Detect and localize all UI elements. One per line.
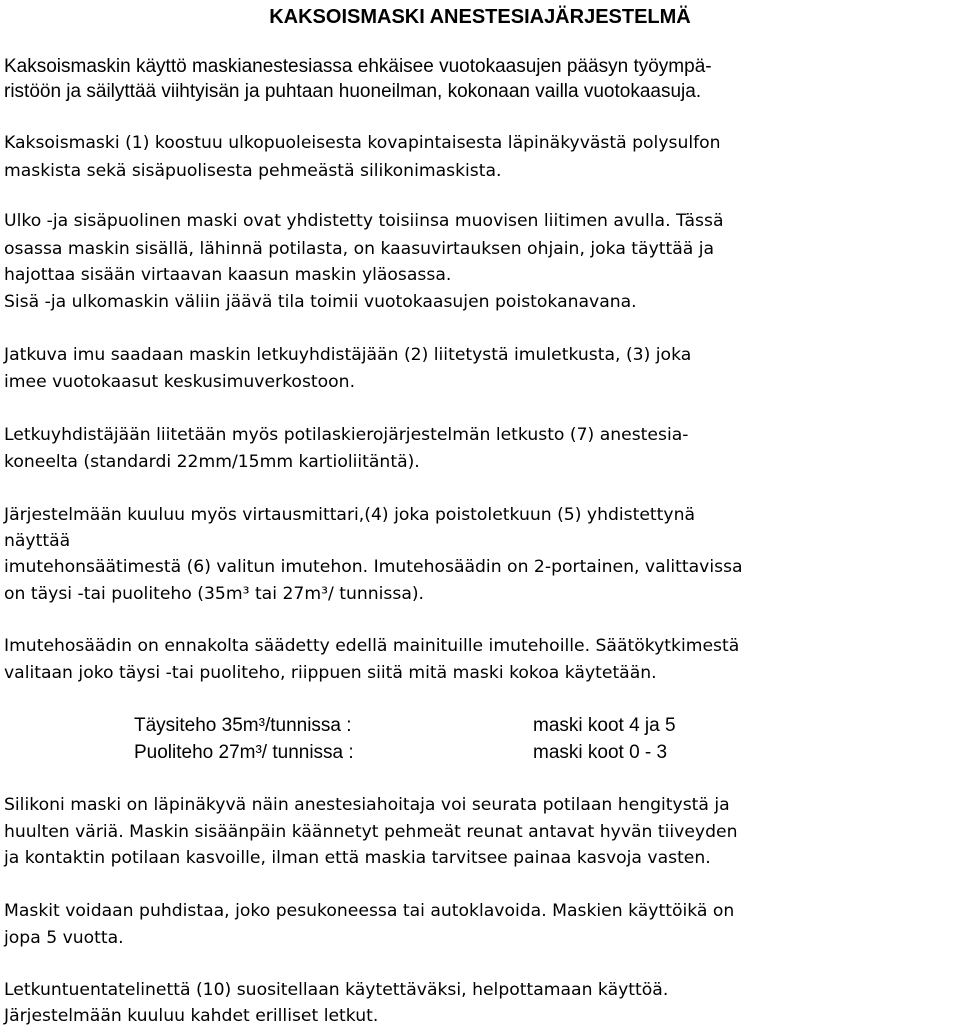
paragraph-8-line-3: ja kontaktin potilaan kasvoille, ilman että maskia tarvitsee painaa kasvoja vasten. (4, 848, 711, 868)
paragraph-9-line-2: jopa 5 vuotta. (4, 928, 124, 948)
paragraph-1-line-1: Kaksoismaskin käyttö maskianestesiassa ehkäisee vuotokaasujen pääsyn työympä- (4, 56, 712, 77)
paragraph-8-line-1: Silikoni maski on läpinäkyvä näin anestesiahoitaja voi seurata potilaan hengitystä ja (4, 795, 730, 815)
table-row-1-setting: Täysiteho 35m³/tunnissa : (134, 715, 352, 736)
paragraph-5-line-1: Letkuyhdistäjään liitetään myös potilaskierojärjestelmän letkusto (7) anestesia- (4, 425, 689, 445)
paragraph-3-line-1: Ulko -ja sisäpuolinen maski ovat yhdistetty toisiinsa muovisen liitimen avulla. Tässä (4, 211, 724, 231)
paragraph-1-line-2: ristöön ja säilyttää viihtyisän ja puhtaan huoneilman, kokonaan vailla vuotokaasuja. (4, 81, 702, 102)
paragraph-10-line-1: Letkuntuentatelinettä (10) suositellaan käytettäväksi, helpottamaan käyttöä. (4, 980, 669, 1000)
paragraph-4-line-1: Jatkuva imu saadaan maskin letkuyhdistäjään (2) liitetystä imuletkusta, (3) joka (4, 345, 692, 365)
paragraph-3-line-2: osassa maskin sisällä, lähinnä potilasta, on kaasuvirtauksen ohjain, joka täyttää ja (4, 239, 715, 259)
paragraph-9-line-1: Maskit voidaan puhdistaa, joko pesukoneessa tai autoklavoida. Maskien käyttöikä on (4, 901, 735, 921)
paragraph-2-line-2: maskista sekä sisäpuolisesta pehmeästä silikonimaskista. (4, 161, 502, 181)
paragraph-4-line-2: imee vuotokaasut keskusimuverkostoon. (4, 372, 356, 392)
paragraph-7-line-1: Imutehosäädin on ennakolta säädetty edellä mainituille imutehoille. Säätökytkimestä (4, 636, 740, 656)
table-row-1-sizes: maski koot 4 ja 5 (533, 715, 676, 736)
table-row-2-setting: Puoliteho 27m³/ tunnissa : (134, 742, 354, 763)
paragraph-6-line-3: imutehonsäätimestä (6) valitun imutehon. Imutehosäädin on 2-portainen, valittavissa (4, 557, 743, 577)
paragraph-6-line-4: on täysi -tai puoliteho (35m³ tai 27m³/ tunnissa). (4, 584, 425, 604)
paragraph-2-line-1: Kaksoismaski (1) koostuu ulkopuoleisesta kovapintaisesta läpinäkyvästä polysulfon (4, 133, 721, 153)
paragraph-10-line-2: Järjestelmään kuuluu kahdet erilliset letkut. (4, 1006, 379, 1026)
paragraph-7-line-2: valitaan joko täysi -tai puoliteho, riippuen siitä mitä maski kokoa käytetään. (4, 663, 657, 683)
paragraph-8-line-2: huulten väriä. Maskin sisäänpäin käännetyt pehmeät reunat antavat hyvän tiiveyden (4, 822, 738, 842)
paragraph-3-line-3: hajottaa sisään virtaavan kaasun maskin yläosassa. (4, 265, 452, 285)
paragraph-6-line-2: näyttää (4, 531, 71, 551)
paragraph-6-line-1: Järjestelmään kuuluu myös virtausmittari,(4) joka poistoletkuun (5) yhdistettynä (4, 505, 695, 525)
paragraph-5-line-2: koneelta (standardi 22mm/15mm kartioliitäntä). (4, 452, 420, 472)
table-row-2-sizes: maski koot 0 - 3 (533, 742, 668, 763)
paragraph-3-line-4: Sisä -ja ulkomaskin väliin jäävä tila toimii vuotokaasujen poistokanavana. (4, 292, 637, 312)
document-title: KAKSOISMASKI ANESTESIAJÄRJESTELMÄ (269, 6, 691, 28)
